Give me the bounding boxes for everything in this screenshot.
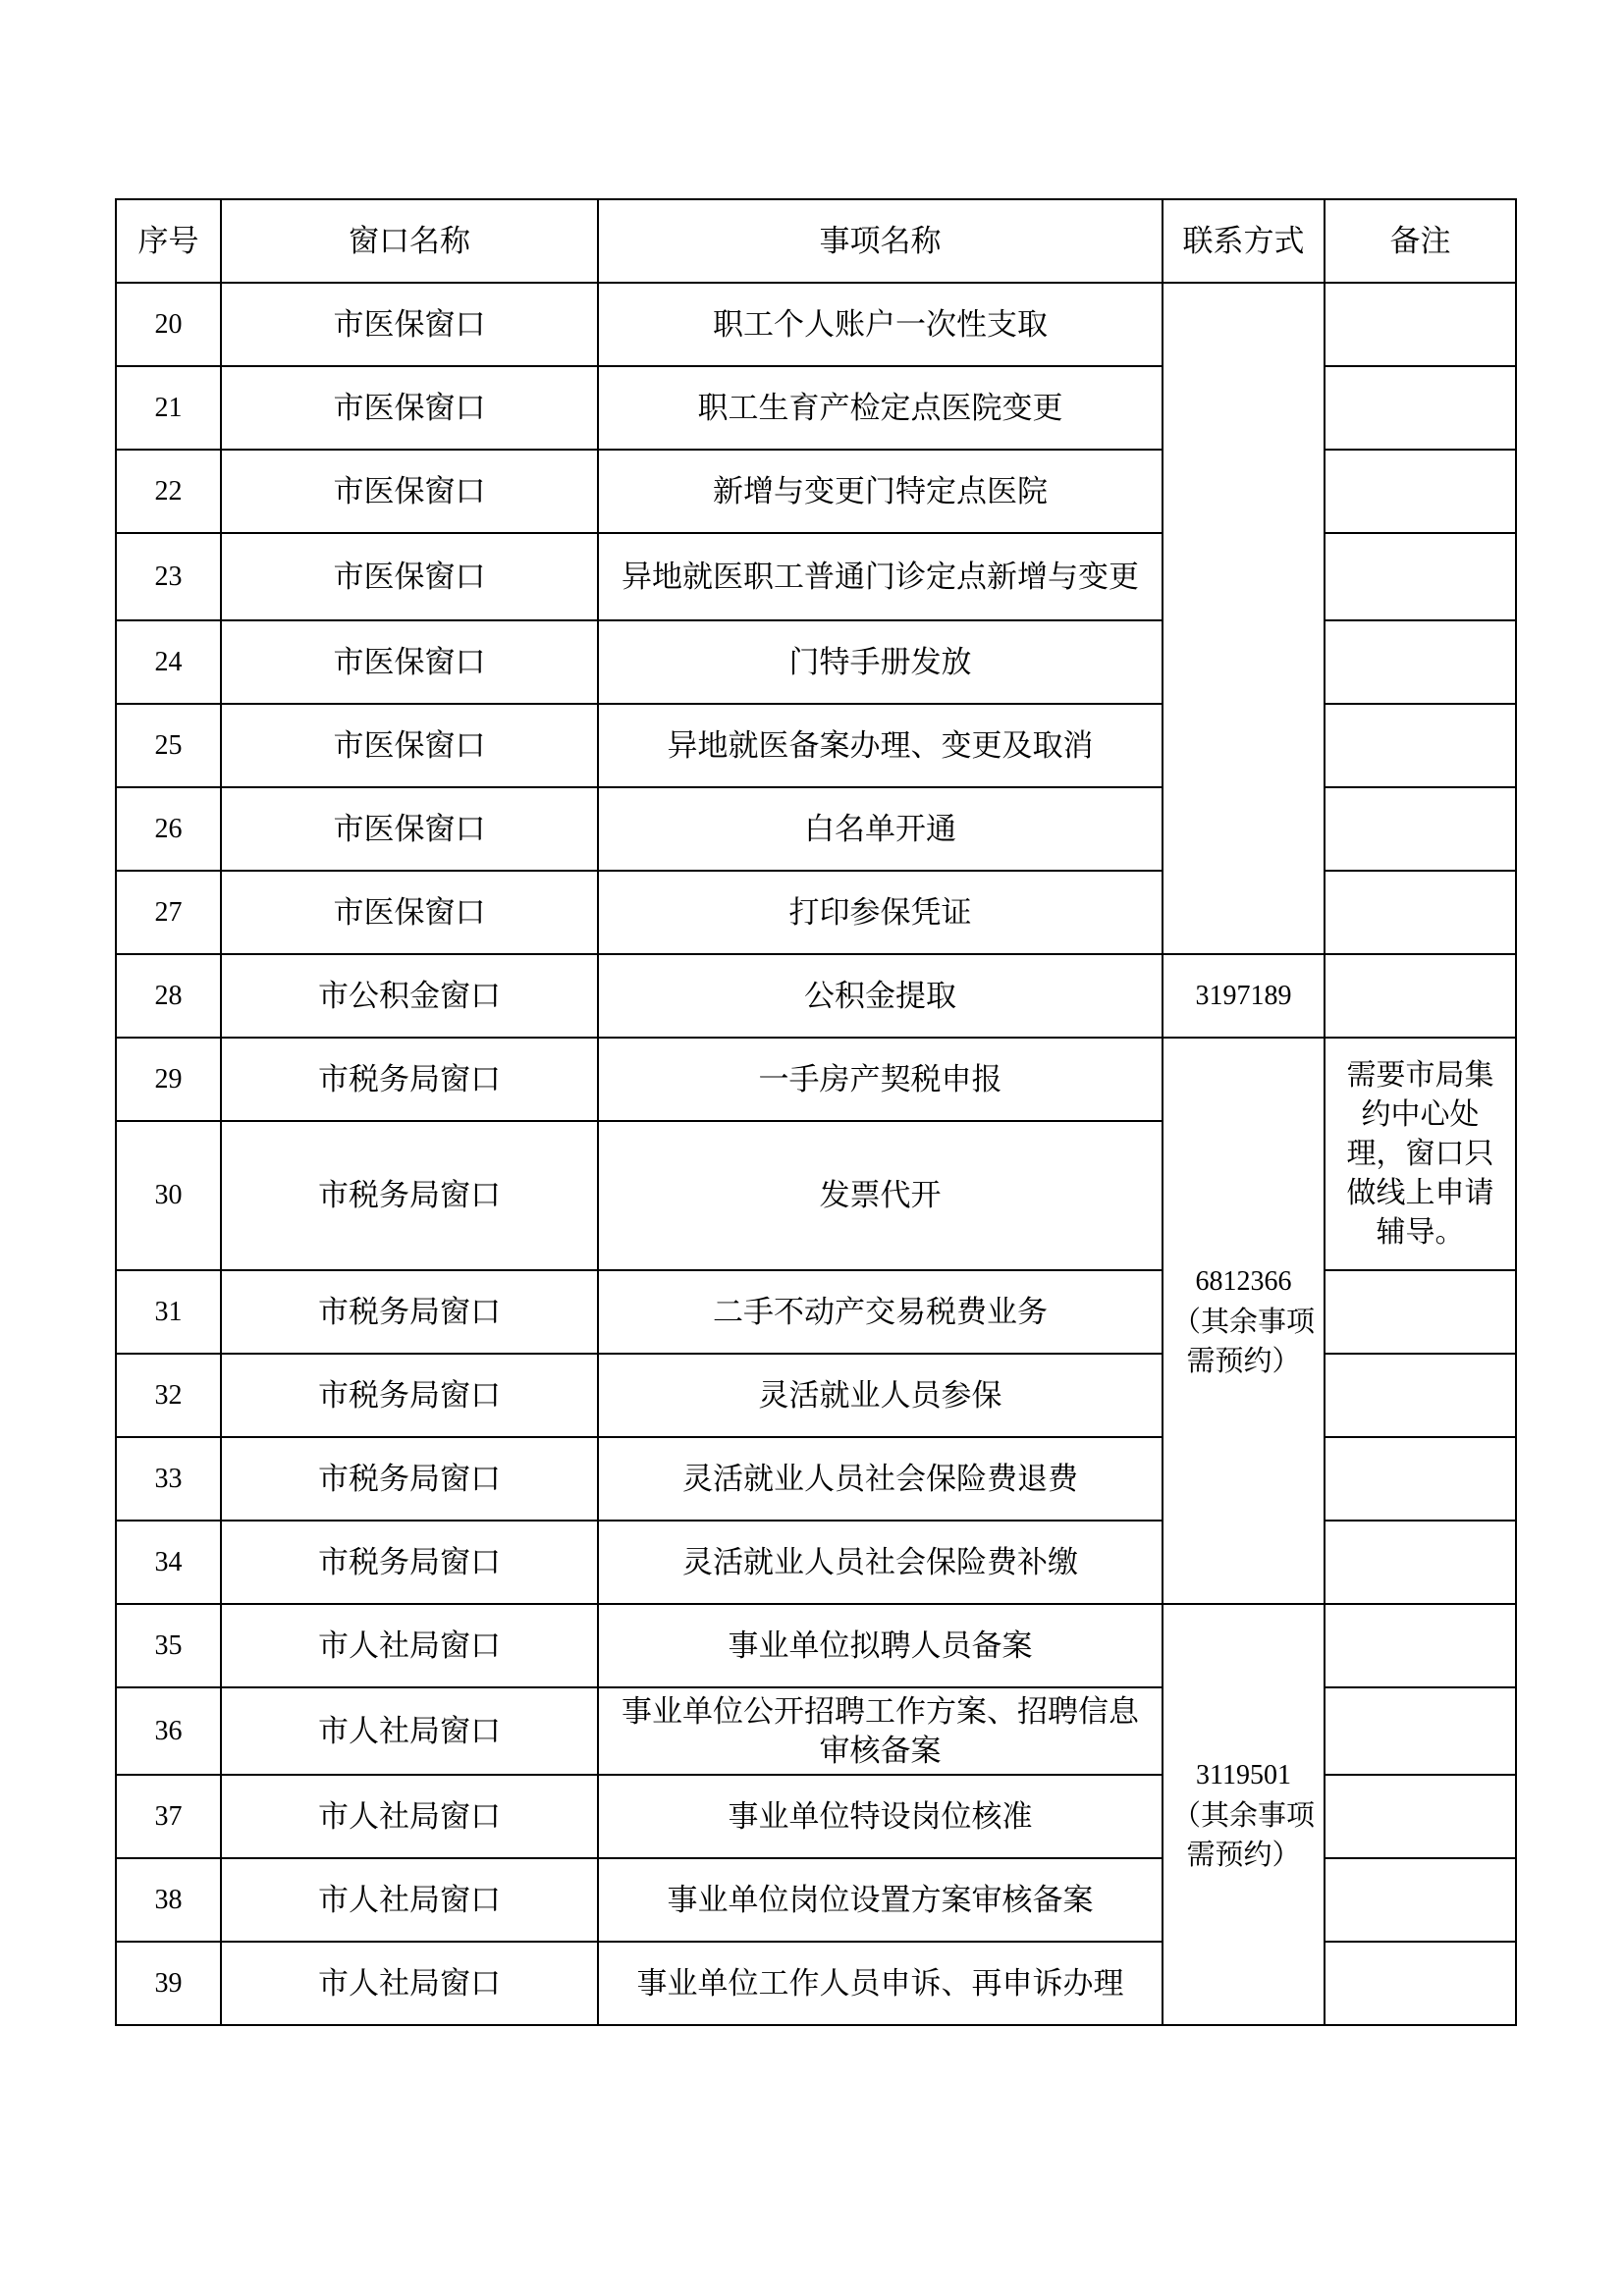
note-cell: [1325, 533, 1516, 620]
row-number: 38: [116, 1858, 221, 1942]
item-name: 一手房产契税申报: [598, 1038, 1163, 1121]
item-name: 发票代开: [598, 1121, 1163, 1270]
note-cell: [1325, 1354, 1516, 1437]
row-number: 31: [116, 1270, 221, 1354]
window-name: 市人社局窗口: [221, 1604, 598, 1687]
note-cell: [1325, 1521, 1516, 1604]
window-name: 市医保窗口: [221, 704, 598, 787]
window-name: 市人社局窗口: [221, 1775, 598, 1858]
item-name: 灵活就业人员社会保险费补缴: [598, 1521, 1163, 1604]
window-name: 市医保窗口: [221, 366, 598, 450]
note-cell: [1325, 450, 1516, 533]
row-number: 27: [116, 871, 221, 954]
window-name: 市人社局窗口: [221, 1942, 598, 2025]
row-number: 24: [116, 620, 221, 704]
item-name: 异地就医备案办理、变更及取消: [598, 704, 1163, 787]
item-name: 公积金提取: [598, 954, 1163, 1038]
contact-tax-remark: （其余事项需预约）: [1171, 1304, 1315, 1377]
item-name: 门特手册发放: [598, 620, 1163, 704]
row-number: 25: [116, 704, 221, 787]
note-cell: [1325, 283, 1516, 366]
row-number: 30: [116, 1121, 221, 1270]
item-name: 异地就医职工普通门诊定点新增与变更: [598, 533, 1163, 620]
contact-cell-hr: [1163, 1604, 1325, 2025]
window-name: 市人社局窗口: [221, 1858, 598, 1942]
window-name: 市医保窗口: [221, 450, 598, 533]
window-name: 市税务局窗口: [221, 1270, 598, 1354]
row-number: 22: [116, 450, 221, 533]
contact-hr-remark: （其余事项需预约）: [1171, 1797, 1315, 1871]
row-number: 35: [116, 1604, 221, 1687]
window-name: 市医保窗口: [221, 871, 598, 954]
contact-cell-medical: [1163, 283, 1325, 954]
note-cell: [1325, 787, 1516, 871]
window-name: 市医保窗口: [221, 533, 598, 620]
window-name: 市公积金窗口: [221, 954, 598, 1038]
header-window: 窗口名称: [221, 199, 598, 283]
window-name: 市税务局窗口: [221, 1437, 598, 1521]
row-number: 36: [116, 1687, 221, 1775]
contact-provident-fund: 3197189: [1163, 954, 1325, 1038]
note-cell: [1325, 1604, 1516, 1687]
window-name: 市税务局窗口: [221, 1521, 598, 1604]
note-tax: 需要市局集约中心处理，窗口只做线上申请辅导。: [1325, 1038, 1516, 1270]
note-cell: [1325, 704, 1516, 787]
row-number: 37: [116, 1775, 221, 1858]
item-name: 二手不动产交易税费业务: [598, 1270, 1163, 1354]
table-row: [116, 283, 1516, 366]
row-number: 23: [116, 533, 221, 620]
table-header-row: [116, 199, 1516, 283]
row-number: 34: [116, 1521, 221, 1604]
note-cell: [1325, 954, 1516, 1038]
row-number: 21: [116, 366, 221, 450]
item-name: 职工生育产检定点医院变更: [598, 366, 1163, 450]
item-name: 灵活就业人员社会保险费退费: [598, 1437, 1163, 1521]
note-cell: [1325, 366, 1516, 450]
window-name: 市医保窗口: [221, 787, 598, 871]
item-name: 事业单位公开招聘工作方案、招聘信息审核备案: [598, 1687, 1163, 1775]
row-number: 20: [116, 283, 221, 366]
header-no: 序号: [116, 199, 221, 283]
window-name: 市医保窗口: [221, 283, 598, 366]
note-cell: [1325, 1687, 1516, 1775]
item-name: 事业单位特设岗位核准: [598, 1775, 1163, 1858]
row-number: 32: [116, 1354, 221, 1437]
note-cell: [1325, 871, 1516, 954]
contact-hr-phone: 3119501: [1196, 1759, 1291, 1790]
header-note: 备注: [1325, 199, 1516, 283]
item-name: 打印参保凭证: [598, 871, 1163, 954]
note-cell: [1325, 1775, 1516, 1858]
service-window-table: [115, 198, 1517, 2026]
window-name: 市医保窗口: [221, 620, 598, 704]
item-name: 白名单开通: [598, 787, 1163, 871]
window-name: 市税务局窗口: [221, 1121, 598, 1270]
table-row: [116, 954, 1516, 1038]
note-cell: [1325, 1858, 1516, 1942]
row-number: 26: [116, 787, 221, 871]
item-name: 职工个人账户一次性支取: [598, 283, 1163, 366]
window-name: 市税务局窗口: [221, 1038, 598, 1121]
window-name: 市税务局窗口: [221, 1354, 598, 1437]
table-row: [116, 1038, 1516, 1121]
note-cell: [1325, 1942, 1516, 2025]
item-name: 事业单位工作人员申诉、再申诉办理: [598, 1942, 1163, 2025]
row-number: 33: [116, 1437, 221, 1521]
note-cell: [1325, 620, 1516, 704]
header-contact: 联系方式: [1163, 199, 1325, 283]
item-name: 新增与变更门特定点医院: [598, 450, 1163, 533]
row-number: 39: [116, 1942, 221, 2025]
item-name: 事业单位拟聘人员备案: [598, 1604, 1163, 1687]
contact-tax-phone: 6812366: [1195, 1265, 1292, 1297]
note-cell: [1325, 1437, 1516, 1521]
header-item: 事项名称: [598, 199, 1163, 283]
row-number: 28: [116, 954, 221, 1038]
note-cell: [1325, 1270, 1516, 1354]
item-name: 事业单位岗位设置方案审核备案: [598, 1858, 1163, 1942]
row-number: 29: [116, 1038, 221, 1121]
table-row: [116, 1604, 1516, 1687]
window-name: 市人社局窗口: [221, 1687, 598, 1775]
contact-cell-tax: [1163, 1038, 1325, 1604]
item-name: 灵活就业人员参保: [598, 1354, 1163, 1437]
